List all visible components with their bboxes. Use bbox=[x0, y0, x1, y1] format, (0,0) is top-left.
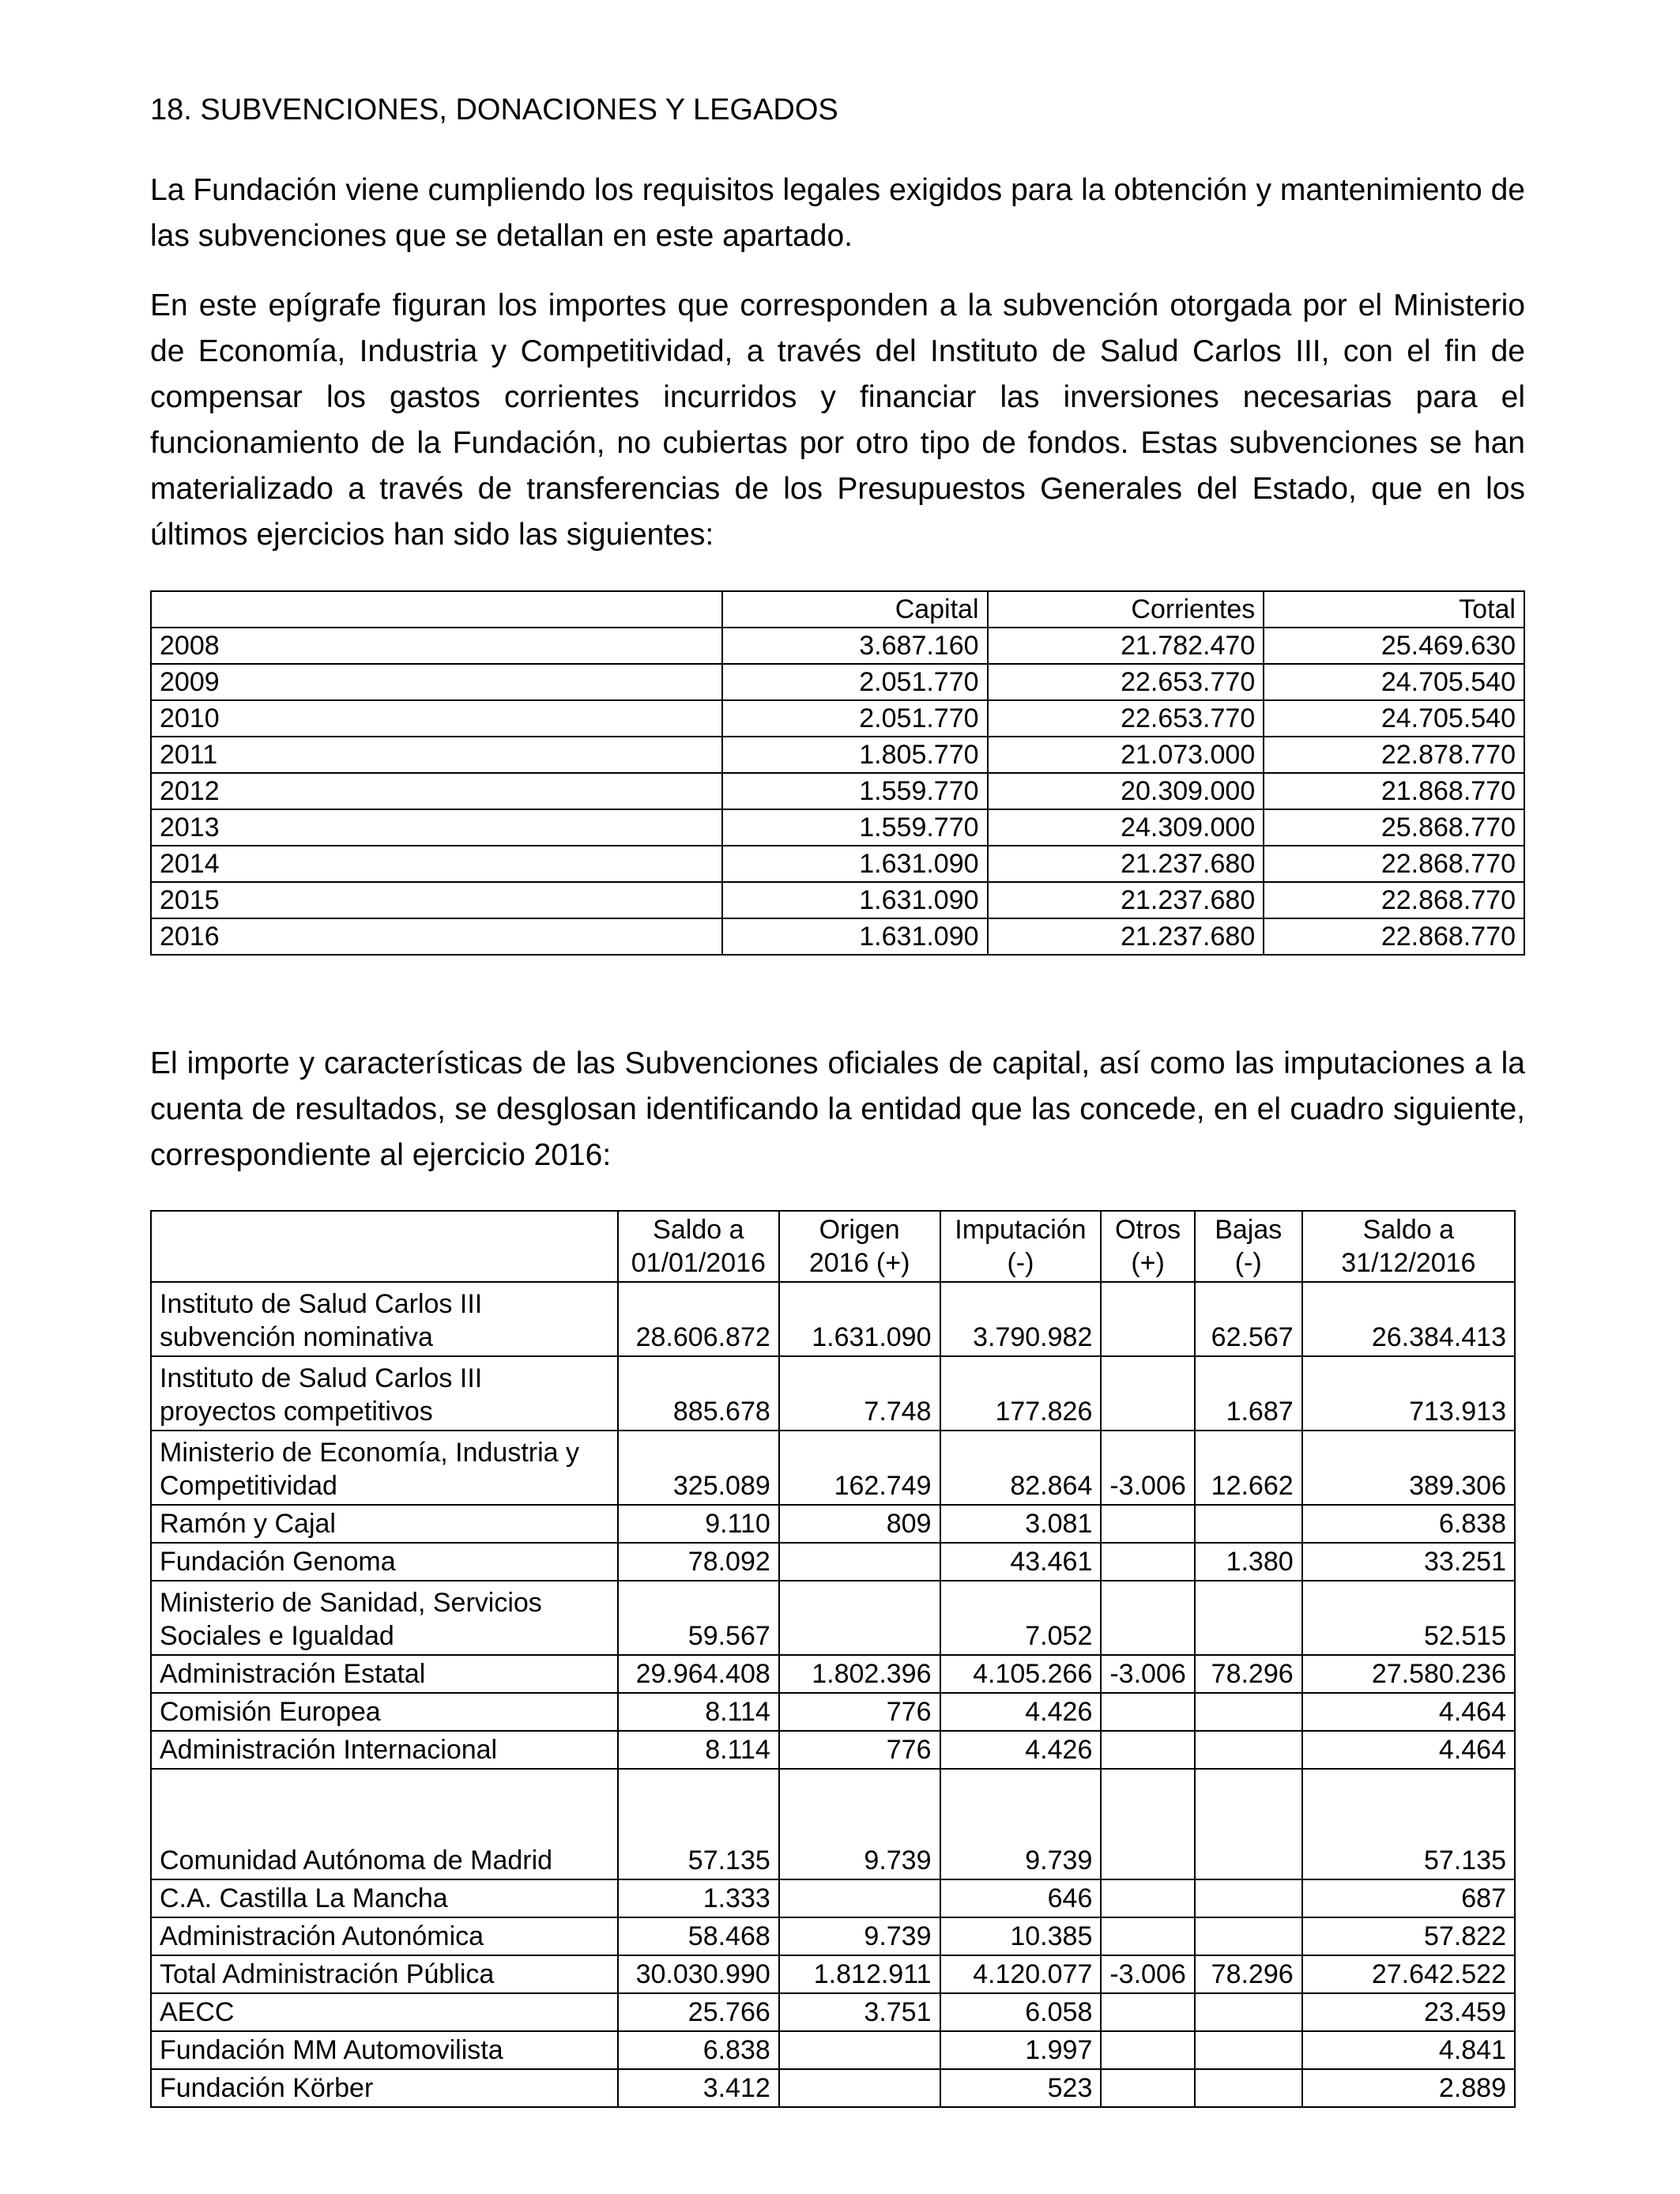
entity-cell bbox=[151, 2069, 618, 2107]
description-paragraph: En este epígrafe figuran los importes que corresponden a la subvención otorgada por el Ministerio de Economía, Industria y Competitividad, a través del Instituto de Salud Carlos III, con el fin de compensar los gastos corrientes incurridos y financiar las inversiones necesarias para el funcionamiento de la Fundación, no cubiertas por otro tipo de fondos. Estas subvenciones se han materializado a través de transferencias de los Presupuestos Generales del Estado, que en los últimos ejercicios han sido las siguientes: bbox=[150, 288, 1525, 552]
table-row bbox=[151, 2069, 1515, 2107]
amount-cell: 7.748 bbox=[779, 1356, 940, 1431]
amount-cell: 8.114 bbox=[618, 1693, 779, 1731]
table-row bbox=[151, 882, 1524, 918]
year-cell: 2015 bbox=[151, 882, 722, 918]
amount-cell: 4.841 bbox=[1302, 2031, 1515, 2069]
amount-cell: 57.135 bbox=[1302, 1769, 1515, 1879]
amount-cell bbox=[779, 1581, 940, 1655]
amount-cell bbox=[1195, 1581, 1302, 1655]
amount-cell: 885.678 bbox=[618, 1356, 779, 1431]
column-header bbox=[618, 1211, 779, 1282]
amount-cell bbox=[1101, 1769, 1194, 1879]
table-row bbox=[151, 664, 1524, 700]
amount-cell: 1.631.090 bbox=[722, 882, 988, 918]
amount-cell bbox=[779, 2031, 940, 2069]
amount-cell bbox=[779, 1879, 940, 1917]
entity-label: Administración Estatal bbox=[160, 1659, 426, 1689]
amount-cell bbox=[1101, 1917, 1194, 1955]
entity-label: Ministerio de Economía, Industria y bbox=[160, 1438, 580, 1468]
table-row bbox=[151, 918, 1524, 955]
amount-cell: -3.006 bbox=[1101, 1955, 1194, 1993]
year-cell: 2016 bbox=[151, 918, 722, 955]
entity-cell bbox=[151, 1655, 618, 1693]
table-row bbox=[151, 1356, 1515, 1431]
amount-cell: 3.687.160 bbox=[722, 628, 988, 664]
amount-cell: 523 bbox=[940, 2069, 1102, 2107]
amount-cell: 1.687 bbox=[1195, 1356, 1302, 1431]
amount-cell bbox=[1101, 1693, 1194, 1731]
amount-cell: 24.705.540 bbox=[1264, 700, 1524, 737]
amount-cell: 21.237.680 bbox=[988, 846, 1264, 882]
amount-cell: 21.073.000 bbox=[988, 737, 1264, 773]
amount-cell bbox=[1101, 1356, 1194, 1431]
table-row bbox=[151, 846, 1524, 882]
amount-cell: 4.426 bbox=[940, 1693, 1102, 1731]
amount-cell: 8.114 bbox=[618, 1731, 779, 1769]
header-line: (+) bbox=[1131, 1248, 1165, 1278]
entity-cell bbox=[151, 1543, 618, 1581]
amount-cell: 78.296 bbox=[1195, 1955, 1302, 1993]
annual-subsidies-table bbox=[150, 590, 1525, 956]
amount-cell bbox=[1195, 1917, 1302, 1955]
amount-cell: 2.051.770 bbox=[722, 700, 988, 737]
year-cell: 2014 bbox=[151, 846, 722, 882]
amount-cell: 29.964.408 bbox=[618, 1655, 779, 1693]
amount-cell: 62.567 bbox=[1195, 1282, 1302, 1356]
capital-subsidies-paragraph: El importe y características de las Subvenciones oficiales de capital, así como las imputaciones a la cuenta de resultados, se desglosan identificando la entidad que las concede, en el cuadro siguiente, correspondiente al ejercicio 2016: bbox=[150, 1046, 1525, 1172]
amount-cell: 9.739 bbox=[940, 1769, 1102, 1879]
amount-cell: 4.464 bbox=[1302, 1693, 1515, 1731]
header-line: (-) bbox=[1234, 1248, 1262, 1278]
entity-label: Comunidad Autónoma de Madrid bbox=[160, 1845, 553, 1875]
entity-cell bbox=[151, 1731, 618, 1769]
amount-cell: 28.606.872 bbox=[618, 1282, 779, 1356]
table-row bbox=[151, 1731, 1515, 1769]
entity-label: Administración Internacional bbox=[160, 1735, 498, 1765]
amount-cell: 22.868.770 bbox=[1264, 846, 1524, 882]
amount-cell: 646 bbox=[940, 1879, 1102, 1917]
entity-cell bbox=[151, 1955, 618, 1993]
entity-label: C.A. Castilla La Mancha bbox=[160, 1883, 448, 1913]
table-header-row bbox=[151, 1211, 1515, 1282]
amount-cell: 78.296 bbox=[1195, 1655, 1302, 1693]
column-header bbox=[940, 1211, 1102, 1282]
amount-cell: 1.631.090 bbox=[779, 1282, 940, 1356]
amount-cell: 24.705.540 bbox=[1264, 664, 1524, 700]
amount-cell bbox=[1195, 1769, 1302, 1879]
entity-label: Instituto de Salud Carlos III bbox=[160, 1289, 483, 1319]
intro-paragraph: La Fundación viene cumpliendo los requisitos legales exigidos para la obtención y mantenimiento de las subvenciones que se detallan en este apartado. bbox=[150, 173, 1525, 253]
table-row bbox=[151, 1505, 1515, 1543]
amount-cell: 1.997 bbox=[940, 2031, 1102, 2069]
entity-cell bbox=[151, 1769, 618, 1879]
amount-cell: 43.461 bbox=[940, 1543, 1102, 1581]
amount-cell: 4.426 bbox=[940, 1731, 1102, 1769]
amount-cell bbox=[1195, 1731, 1302, 1769]
header-line: 31/12/2016 bbox=[1341, 1248, 1476, 1278]
amount-cell: 52.515 bbox=[1302, 1581, 1515, 1655]
amount-cell: 1.559.770 bbox=[722, 773, 988, 809]
amount-cell bbox=[1101, 2069, 1194, 2107]
year-cell: 2010 bbox=[151, 700, 722, 737]
year-cell: 2009 bbox=[151, 664, 722, 700]
amount-cell: 1.559.770 bbox=[722, 809, 988, 846]
column-header bbox=[151, 1211, 618, 1282]
amount-cell bbox=[1101, 2031, 1194, 2069]
table-row bbox=[151, 1993, 1515, 2031]
entity-label: Ministerio de Sanidad, Servicios bbox=[160, 1588, 542, 1618]
amount-cell bbox=[1101, 1543, 1194, 1581]
amount-cell: 2.051.770 bbox=[722, 664, 988, 700]
amount-cell: 21.782.470 bbox=[988, 628, 1264, 664]
entity-cell bbox=[151, 1356, 618, 1431]
entity-label: Ramón y Cajal bbox=[160, 1509, 336, 1539]
amount-cell: 3.412 bbox=[618, 2069, 779, 2107]
table-row bbox=[151, 1655, 1515, 1693]
header-line: Otros bbox=[1115, 1215, 1181, 1245]
year-cell: 2011 bbox=[151, 737, 722, 773]
header-line: Saldo a bbox=[1362, 1215, 1454, 1245]
amount-cell: 389.306 bbox=[1302, 1431, 1515, 1505]
amount-cell: 1.333 bbox=[618, 1879, 779, 1917]
column-header bbox=[1195, 1211, 1302, 1282]
table-row bbox=[151, 809, 1524, 846]
entity-label: Comisión Europea bbox=[160, 1697, 381, 1727]
amount-cell: 1.631.090 bbox=[722, 918, 988, 955]
entity-label: Fundación Genoma bbox=[160, 1547, 396, 1577]
amount-cell: 6.838 bbox=[1302, 1505, 1515, 1543]
amount-cell bbox=[1101, 1731, 1194, 1769]
amount-cell bbox=[1101, 1879, 1194, 1917]
amount-cell: 78.092 bbox=[618, 1543, 779, 1581]
amount-cell: 776 bbox=[779, 1693, 940, 1731]
header-line: Origen bbox=[819, 1215, 900, 1245]
amount-cell bbox=[1101, 1993, 1194, 2031]
amount-cell: 26.384.413 bbox=[1302, 1282, 1515, 1356]
amount-cell: 20.309.000 bbox=[988, 773, 1264, 809]
amount-cell: 6.838 bbox=[618, 2031, 779, 2069]
table-row bbox=[151, 1693, 1515, 1731]
amount-cell: 4.105.266 bbox=[940, 1655, 1102, 1693]
amount-cell: 10.385 bbox=[940, 1917, 1102, 1955]
amount-cell bbox=[1195, 2031, 1302, 2069]
entity-cell bbox=[151, 1879, 618, 1917]
amount-cell bbox=[779, 2069, 940, 2107]
table-row bbox=[151, 700, 1524, 737]
amount-cell: 21.237.680 bbox=[988, 882, 1264, 918]
column-header: Capital bbox=[722, 591, 988, 628]
entity-cell bbox=[151, 1917, 618, 1955]
amount-cell: 57.135 bbox=[618, 1769, 779, 1879]
table-row bbox=[151, 1955, 1515, 1993]
amount-cell: 21.868.770 bbox=[1264, 773, 1524, 809]
amount-cell: 3.751 bbox=[779, 1993, 940, 2031]
amount-cell: 25.469.630 bbox=[1264, 628, 1524, 664]
column-header bbox=[1302, 1211, 1515, 1282]
amount-cell: 22.653.770 bbox=[988, 700, 1264, 737]
amount-cell: 1.380 bbox=[1195, 1543, 1302, 1581]
year-cell: 2013 bbox=[151, 809, 722, 846]
amount-cell: 25.766 bbox=[618, 1993, 779, 2031]
amount-cell bbox=[779, 1543, 940, 1581]
amount-cell: 27.642.522 bbox=[1302, 1955, 1515, 1993]
amount-cell: 82.864 bbox=[940, 1431, 1102, 1505]
amount-cell: 3.081 bbox=[940, 1505, 1102, 1543]
amount-cell bbox=[1101, 1581, 1194, 1655]
amount-cell: 58.468 bbox=[618, 1917, 779, 1955]
section-heading: 18. SUBVENCIONES, DONACIONES Y LEGADOS bbox=[150, 93, 838, 126]
amount-cell bbox=[1101, 1282, 1194, 1356]
entity-label: Sociales e Igualdad bbox=[160, 1621, 394, 1651]
table-row bbox=[151, 2031, 1515, 2069]
amount-cell: 9.739 bbox=[779, 1769, 940, 1879]
amount-cell: 25.868.770 bbox=[1264, 809, 1524, 846]
table-row bbox=[151, 1769, 1515, 1879]
column-header bbox=[151, 591, 722, 628]
amount-cell bbox=[1195, 1505, 1302, 1543]
year-cell: 2012 bbox=[151, 773, 722, 809]
amount-cell: -3.006 bbox=[1101, 1431, 1194, 1505]
entity-cell bbox=[151, 1505, 618, 1543]
amount-cell bbox=[1195, 1993, 1302, 2031]
amount-cell: 22.878.770 bbox=[1264, 737, 1524, 773]
column-header: Total bbox=[1264, 591, 1524, 628]
capital-subsidies-header bbox=[151, 1211, 1515, 1282]
entity-label: AECC bbox=[160, 1997, 235, 2027]
amount-cell: 713.913 bbox=[1302, 1356, 1515, 1431]
entity-label: Fundación MM Automovilista bbox=[160, 2035, 503, 2065]
entity-cell bbox=[151, 1993, 618, 2031]
entity-cell bbox=[151, 1431, 618, 1505]
amount-cell: 9.739 bbox=[779, 1917, 940, 1955]
amount-cell: 22.868.770 bbox=[1264, 882, 1524, 918]
header-line: (-) bbox=[1007, 1248, 1034, 1278]
amount-cell: -3.006 bbox=[1101, 1655, 1194, 1693]
amount-cell: 30.030.990 bbox=[618, 1955, 779, 1993]
amount-cell bbox=[1195, 1693, 1302, 1731]
amount-cell: 1.631.090 bbox=[722, 846, 988, 882]
amount-cell: 12.662 bbox=[1195, 1431, 1302, 1505]
header-line: Imputación bbox=[955, 1215, 1087, 1245]
entity-cell bbox=[151, 1581, 618, 1655]
amount-cell: 22.868.770 bbox=[1264, 918, 1524, 955]
entity-label: Instituto de Salud Carlos III bbox=[160, 1363, 483, 1393]
amount-cell: 33.251 bbox=[1302, 1543, 1515, 1581]
header-line: Saldo a bbox=[653, 1215, 744, 1245]
capital-subsidies-table bbox=[150, 1210, 1516, 2108]
amount-cell: 22.653.770 bbox=[988, 664, 1264, 700]
amount-cell: 4.464 bbox=[1302, 1731, 1515, 1769]
entity-label: Fundación Körber bbox=[160, 2073, 374, 2103]
table-row bbox=[151, 1282, 1515, 1356]
entity-label: Competitividad bbox=[160, 1471, 337, 1501]
table-row bbox=[151, 1581, 1515, 1655]
entity-cell bbox=[151, 1693, 618, 1731]
amount-cell: 809 bbox=[779, 1505, 940, 1543]
table-header-row bbox=[151, 591, 1524, 628]
amount-cell: 6.058 bbox=[940, 1993, 1102, 2031]
entity-label: Administración Autonómica bbox=[160, 1921, 484, 1951]
column-header bbox=[779, 1211, 940, 1282]
annual-subsidies-header bbox=[151, 591, 1524, 628]
amount-cell: 24.309.000 bbox=[988, 809, 1264, 846]
amount-cell: 21.237.680 bbox=[988, 918, 1264, 955]
year-cell: 2008 bbox=[151, 628, 722, 664]
header-line: Bajas bbox=[1215, 1215, 1283, 1245]
entity-label: proyectos competitivos bbox=[160, 1397, 433, 1427]
amount-cell: 59.567 bbox=[618, 1581, 779, 1655]
amount-cell bbox=[1101, 1505, 1194, 1543]
annual-subsidies-body bbox=[151, 628, 1524, 955]
amount-cell: 325.089 bbox=[618, 1431, 779, 1505]
amount-cell: 2.889 bbox=[1302, 2069, 1515, 2107]
header-line: 2016 (+) bbox=[808, 1248, 910, 1278]
column-header: Corrientes bbox=[988, 591, 1264, 628]
amount-cell bbox=[1195, 1879, 1302, 1917]
column-header bbox=[1101, 1211, 1194, 1282]
amount-cell: 1.805.770 bbox=[722, 737, 988, 773]
amount-cell: 1.812.911 bbox=[779, 1955, 940, 1993]
amount-cell: 27.580.236 bbox=[1302, 1655, 1515, 1693]
table-row bbox=[151, 1431, 1515, 1505]
amount-cell bbox=[1195, 2069, 1302, 2107]
table-row bbox=[151, 737, 1524, 773]
table-row bbox=[151, 1879, 1515, 1917]
amount-cell: 1.802.396 bbox=[779, 1655, 940, 1693]
amount-cell: 3.790.982 bbox=[940, 1282, 1102, 1356]
table-row bbox=[151, 1543, 1515, 1581]
amount-cell: 162.749 bbox=[779, 1431, 940, 1505]
amount-cell: 7.052 bbox=[940, 1581, 1102, 1655]
amount-cell: 4.120.077 bbox=[940, 1955, 1102, 1993]
header-line: 01/01/2016 bbox=[631, 1248, 766, 1278]
entity-label: subvención nominativa bbox=[160, 1322, 433, 1352]
table-row bbox=[151, 1917, 1515, 1955]
entity-cell bbox=[151, 2031, 618, 2069]
amount-cell: 9.110 bbox=[618, 1505, 779, 1543]
amount-cell: 776 bbox=[779, 1731, 940, 1769]
amount-cell: 57.822 bbox=[1302, 1917, 1515, 1955]
table-row bbox=[151, 628, 1524, 664]
capital-subsidies-body bbox=[151, 1282, 1515, 2107]
entity-cell bbox=[151, 1282, 618, 1356]
amount-cell: 177.826 bbox=[940, 1356, 1102, 1431]
amount-cell: 687 bbox=[1302, 1879, 1515, 1917]
amount-cell: 23.459 bbox=[1302, 1993, 1515, 2031]
table-row bbox=[151, 773, 1524, 809]
entity-label: Total Administración Pública bbox=[160, 1959, 495, 1989]
